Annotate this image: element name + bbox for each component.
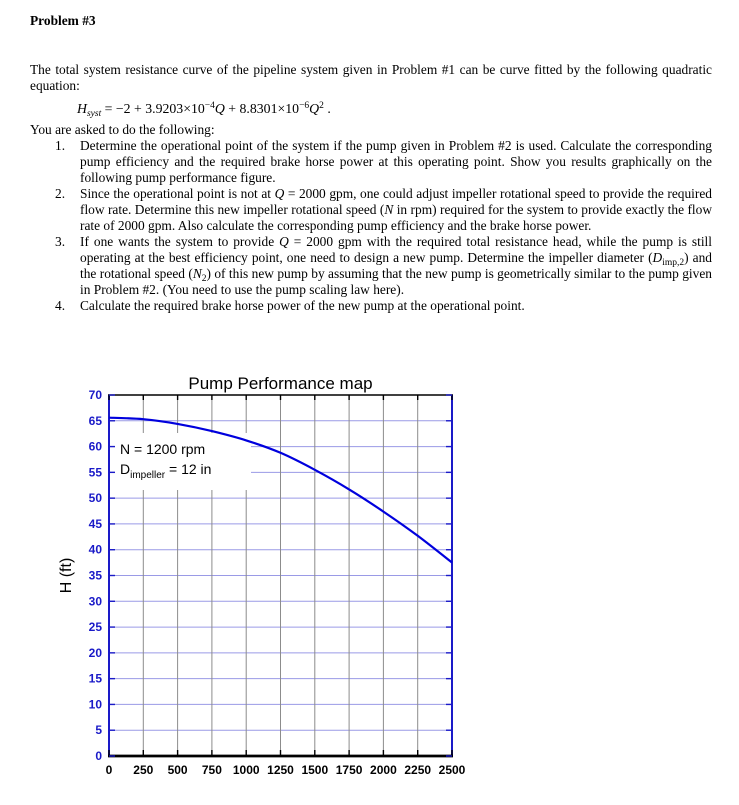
list-item — [30, 298, 712, 314]
x-tick-label: 2500 — [438, 763, 466, 777]
y-axis-label: H (ft) — [58, 557, 75, 594]
x-tick-label: 500 — [167, 763, 188, 777]
y-tick-label: 70 — [88, 388, 102, 402]
list-item-text: Determine the operational point of the system if the pump given in Problem #2 is used. Calculate the corresponding pump efficiency and the required brake horse power at this operating point. Show you results graphically on the following pump performance figure. — [80, 138, 712, 185]
problem-title: Problem #3 — [30, 13, 96, 28]
y-tick-label: 10 — [88, 697, 102, 712]
list-item — [30, 234, 712, 298]
document-content — [0, 0, 739, 314]
list-item-text: If one wants the system to provide Q = 2000 gpm with the required total resistance head, while the pump is still operating at the best efficiency point, one need to design a new pump. Determine the impeller diameter $(D_{imp,2})$ and the rotational speed $(N_2)$ of this new pump by assuming that the new pump is geometrically similar to the pump given in Problem #2. (You need to use the pump scaling law here). — [80, 234, 712, 297]
pump-performance-figure — [55, 370, 485, 805]
list-item-text: Calculate the required brake horse power of the new pump at the operational point. — [80, 298, 525, 313]
y-tick-label: 25 — [88, 620, 102, 635]
y-tick-label: 30 — [88, 594, 102, 609]
system-curve-equation: $H_{syst} = -2 + 3.9203\times 10^{-4}Q + 8.8301\times 10^{-6}Q^2$ . — [77, 101, 331, 119]
y-tick-label: 40 — [88, 542, 102, 557]
intro-paragraph: The total system resistance curve of the pipeline system given in Problem #1 can be curve fitted by the following quadratic equation: — [30, 62, 712, 93]
list-item — [30, 138, 712, 186]
task-list — [30, 138, 712, 314]
x-tick-label: 250 — [133, 763, 154, 777]
x-tick-label: 2000 — [370, 763, 397, 777]
list-item — [30, 186, 712, 234]
x-tick-label: 1250 — [267, 763, 294, 777]
x-tick-label: 750 — [201, 763, 222, 777]
x-tick-label: 1750 — [335, 763, 363, 777]
annotation-diameter-label: $D_{impeller} = 12$ in — [120, 461, 212, 481]
y-tick-label: 0 — [95, 749, 102, 763]
y-tick-label: 65 — [88, 413, 102, 428]
annotation-speed-label: N = 1200 rpm — [120, 441, 206, 457]
y-tick-label: 15 — [88, 671, 102, 686]
list-item-number: 1. — [55, 138, 66, 153]
y-tick-label: 50 — [88, 491, 102, 506]
y-tick-label: 5 — [95, 723, 102, 738]
list-item-number: 3. — [55, 234, 66, 249]
x-tick-label: 1000 — [232, 763, 260, 777]
y-tick-label: 60 — [88, 439, 102, 454]
x-tick-label: 2250 — [404, 763, 432, 777]
y-tick-label: 45 — [88, 516, 102, 531]
pump-performance-chart — [55, 370, 485, 805]
list-item-number: 2. — [55, 186, 66, 201]
list-item-text: Since the operational point is not at Q = 2000 gpm, one could adjust impeller rotational speed to provide the required flow rate. Determine this new impeller rotational speed (N in rpm) required for the system to provide exactly the flow rate of 2000 gpm. Also calculate the corresponding pump efficiency and the brake horse power. — [80, 186, 713, 233]
x-tick-label: 1500 — [301, 763, 329, 777]
x-tick-label: 0 — [105, 763, 113, 777]
y-tick-label: 35 — [88, 568, 102, 583]
task-prompt: You are asked to do the following: — [30, 122, 215, 137]
list-item-number: 4. — [55, 298, 66, 313]
y-tick-label: 55 — [88, 465, 102, 480]
y-tick-label: 20 — [88, 645, 102, 660]
chart-title: Pump Performance map — [188, 374, 373, 393]
